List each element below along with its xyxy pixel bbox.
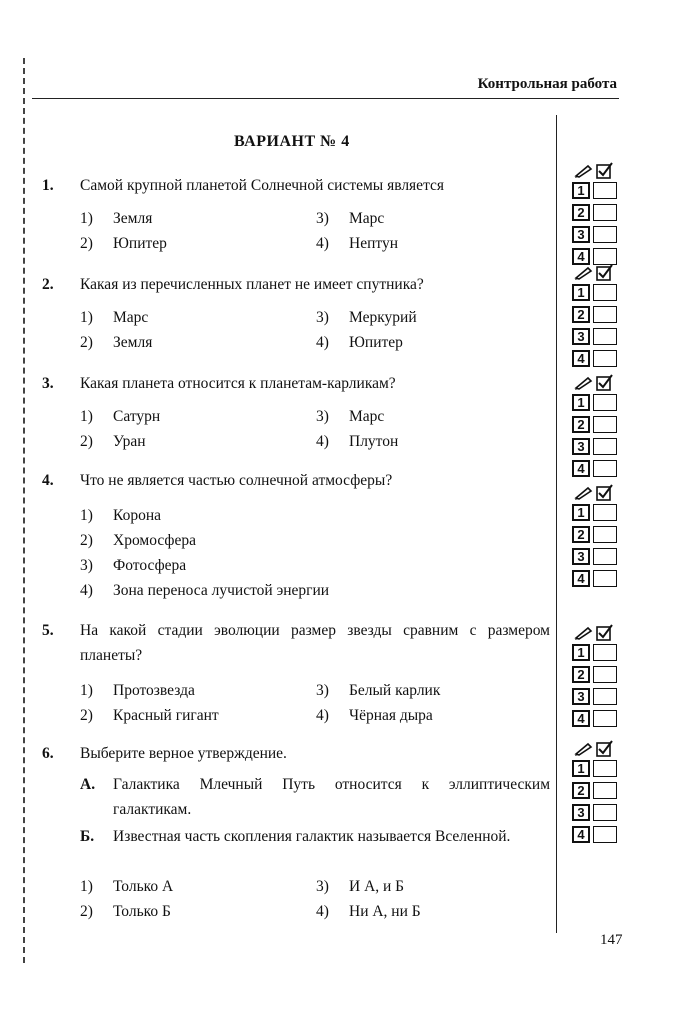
answer-row[interactable] — [572, 758, 620, 780]
answer-row[interactable] — [572, 708, 620, 730]
answer-row[interactable] — [572, 802, 620, 824]
answer-box[interactable] — [593, 760, 617, 777]
answer-box[interactable] — [593, 804, 617, 821]
answer-number: 2 — [572, 204, 590, 221]
option-text[interactable]: Уран — [113, 433, 146, 450]
option-number: 3) — [316, 408, 329, 425]
option-number: 3) — [316, 878, 329, 895]
question-number: 5. — [42, 622, 54, 639]
answer-number: 3 — [572, 804, 590, 821]
question-text: Выберите верное утверждение. — [80, 745, 287, 762]
option-number: 2) — [80, 334, 93, 351]
option-text[interactable]: Хромосфера — [113, 532, 196, 549]
answer-row[interactable] — [572, 824, 620, 846]
answer-number: 4 — [572, 248, 590, 265]
answer-row[interactable] — [572, 304, 620, 326]
pencil-icon — [574, 486, 594, 500]
checkbox-checked-icon — [596, 374, 614, 391]
answer-block-4 — [572, 484, 620, 590]
option-text[interactable]: Фотосфера — [113, 557, 187, 574]
option-text[interactable]: Белый карлик — [349, 682, 441, 699]
answer-block-6 — [572, 740, 620, 846]
option-text[interactable]: Марс — [113, 309, 149, 326]
option-text[interactable]: И А, и Б — [349, 878, 405, 895]
answer-box[interactable] — [593, 438, 617, 455]
answer-number: 4 — [572, 710, 590, 727]
answer-number: 4 — [572, 826, 590, 843]
answer-number: 4 — [572, 460, 590, 477]
answer-number: 1 — [572, 504, 590, 521]
answer-box[interactable] — [593, 416, 617, 433]
pencil-icon — [574, 164, 594, 178]
answer-box[interactable] — [593, 328, 617, 345]
option-text[interactable]: Марс — [349, 210, 385, 227]
binding-dashed-line — [23, 58, 25, 963]
question-number: 2. — [42, 276, 54, 293]
option-number: 4) — [316, 707, 329, 724]
option-text[interactable]: Протозвезда — [113, 682, 195, 699]
question-text: Что не является частью солнечной атмосферы? — [80, 472, 393, 489]
option-number: 1) — [80, 507, 93, 524]
answer-box[interactable] — [593, 644, 617, 661]
answer-number: 1 — [572, 284, 590, 301]
option-number: 1) — [80, 682, 93, 699]
answer-box[interactable] — [593, 526, 617, 543]
question-number: 6. — [42, 745, 54, 762]
question-text: Какая из перечисленных планет не имеет спутника? — [80, 276, 424, 293]
page-number: 147 — [600, 932, 623, 948]
option-text[interactable]: Юпитер — [113, 235, 167, 252]
answer-row[interactable] — [572, 686, 620, 708]
answer-row[interactable] — [572, 282, 620, 304]
option-number: 4) — [316, 334, 329, 351]
answer-box[interactable] — [593, 548, 617, 565]
option-text[interactable]: Чёрная дыра — [349, 707, 433, 724]
option-number: 1) — [80, 878, 93, 895]
answer-number: 1 — [572, 760, 590, 777]
answer-block-2 — [572, 264, 620, 370]
answer-box[interactable] — [593, 504, 617, 521]
option-text[interactable]: Плутон — [349, 433, 399, 450]
checkbox-checked-icon — [596, 162, 614, 179]
option-text[interactable]: Красный гигант — [113, 707, 219, 724]
answer-number: 2 — [572, 782, 590, 799]
answer-row[interactable] — [572, 780, 620, 802]
option-text[interactable]: Нептун — [349, 235, 398, 252]
answer-number: 4 — [572, 570, 590, 587]
statement-text: Галактика Млечный Путь относится к эллиптическим галактикам. — [113, 776, 550, 818]
option-text[interactable]: Корона — [113, 507, 161, 524]
answer-box[interactable] — [593, 666, 617, 683]
answer-box[interactable] — [593, 248, 617, 265]
option-text[interactable]: Ни А, ни Б — [349, 903, 421, 920]
answer-row[interactable] — [572, 524, 620, 546]
option-number: 2) — [80, 235, 93, 252]
statement-text: Известная часть скопления галактик называется Вселенной. — [113, 828, 511, 845]
answer-number: 1 — [572, 644, 590, 661]
option-text[interactable]: Меркурий — [349, 309, 417, 326]
option-number: 4) — [316, 433, 329, 450]
statement-letter: Б. — [80, 828, 95, 845]
pencil-icon — [574, 376, 594, 390]
question-number: 1. — [42, 177, 54, 194]
option-number: 2) — [80, 433, 93, 450]
answer-box[interactable] — [593, 826, 617, 843]
answer-row[interactable] — [572, 664, 620, 686]
answer-box[interactable] — [593, 782, 617, 799]
answer-number: 1 — [572, 182, 590, 199]
answer-row[interactable] — [572, 502, 620, 524]
answer-block-1 — [572, 162, 620, 268]
answer-box[interactable] — [593, 394, 617, 411]
answer-row[interactable] — [572, 568, 620, 590]
checkbox-checked-icon — [596, 740, 614, 757]
option-number: 3) — [316, 210, 329, 227]
variant-title: ВАРИАНТ № 4 — [234, 133, 350, 150]
option-number: 3) — [80, 557, 93, 574]
question-text: Самой крупной планетой Солнечной системы является — [80, 177, 445, 194]
answer-box[interactable] — [593, 710, 617, 727]
pencil-icon — [574, 626, 594, 640]
option-text[interactable]: Сатурн — [113, 408, 161, 425]
option-text[interactable]: Земля — [113, 210, 153, 227]
answer-box[interactable] — [593, 182, 617, 199]
statement-letter: А. — [80, 776, 96, 793]
answer-row[interactable] — [572, 326, 620, 348]
option-number: 2) — [80, 903, 93, 920]
pencil-icon — [574, 266, 594, 280]
option-text[interactable]: Только А — [113, 878, 174, 895]
answer-box[interactable] — [593, 570, 617, 587]
answer-number: 3 — [572, 548, 590, 565]
answer-row[interactable] — [572, 458, 620, 480]
option-number: 1) — [80, 408, 93, 425]
answer-row[interactable] — [572, 392, 620, 414]
answer-number: 2 — [572, 306, 590, 323]
answer-number: 3 — [572, 438, 590, 455]
answer-row[interactable] — [572, 180, 620, 202]
option-text[interactable]: Марс — [349, 408, 385, 425]
answer-box[interactable] — [593, 688, 617, 705]
answer-number: 1 — [572, 394, 590, 411]
option-number: 3) — [316, 682, 329, 699]
answer-number: 4 — [572, 350, 590, 367]
option-number: 4) — [80, 582, 93, 599]
answer-row[interactable] — [572, 348, 620, 370]
pencil-icon — [574, 742, 594, 756]
answer-number: 3 — [572, 688, 590, 705]
answer-box[interactable] — [593, 306, 617, 323]
checkbox-checked-icon — [596, 624, 614, 641]
answer-box[interactable] — [593, 350, 617, 367]
option-number: 1) — [80, 210, 93, 227]
checkbox-checked-icon — [596, 484, 614, 501]
answer-box[interactable] — [593, 460, 617, 477]
answer-number: 2 — [572, 526, 590, 543]
option-number: 4) — [316, 235, 329, 252]
option-text[interactable]: Земля — [113, 334, 153, 351]
answer-row[interactable] — [572, 436, 620, 458]
option-number: 2) — [80, 532, 93, 549]
answer-row[interactable] — [572, 642, 620, 664]
checkbox-checked-icon — [596, 264, 614, 281]
answer-row[interactable] — [572, 546, 620, 568]
option-text[interactable]: Зона переноса лучистой энергии — [113, 582, 330, 599]
answer-box[interactable] — [593, 204, 617, 221]
header-title: Контрольная работа — [477, 76, 617, 92]
question-number: 4. — [42, 472, 54, 489]
question-text: Какая планета относится к планетам-карликам? — [80, 375, 396, 392]
answer-block-5 — [572, 624, 620, 730]
option-number: 3) — [316, 309, 329, 326]
answer-number: 3 — [572, 226, 590, 243]
answer-box[interactable] — [593, 226, 617, 243]
option-number: 2) — [80, 707, 93, 724]
option-text[interactable]: Только Б — [113, 903, 171, 920]
header-rule — [32, 98, 619, 99]
option-number: 4) — [316, 903, 329, 920]
answer-box[interactable] — [593, 284, 617, 301]
answer-row[interactable] — [572, 202, 620, 224]
option-number: 1) — [80, 309, 93, 326]
option-text[interactable]: Юпитер — [349, 334, 403, 351]
answer-number: 2 — [572, 666, 590, 683]
answer-row[interactable] — [572, 414, 620, 436]
answer-number: 2 — [572, 416, 590, 433]
question-number: 3. — [42, 375, 54, 392]
answer-block-3 — [572, 374, 620, 480]
question-text: На какой стадии эволюции размер звезды сравним с размером планеты? — [80, 622, 550, 664]
answer-row[interactable] — [572, 224, 620, 246]
answer-number: 3 — [572, 328, 590, 345]
answer-column-rule — [556, 115, 557, 933]
